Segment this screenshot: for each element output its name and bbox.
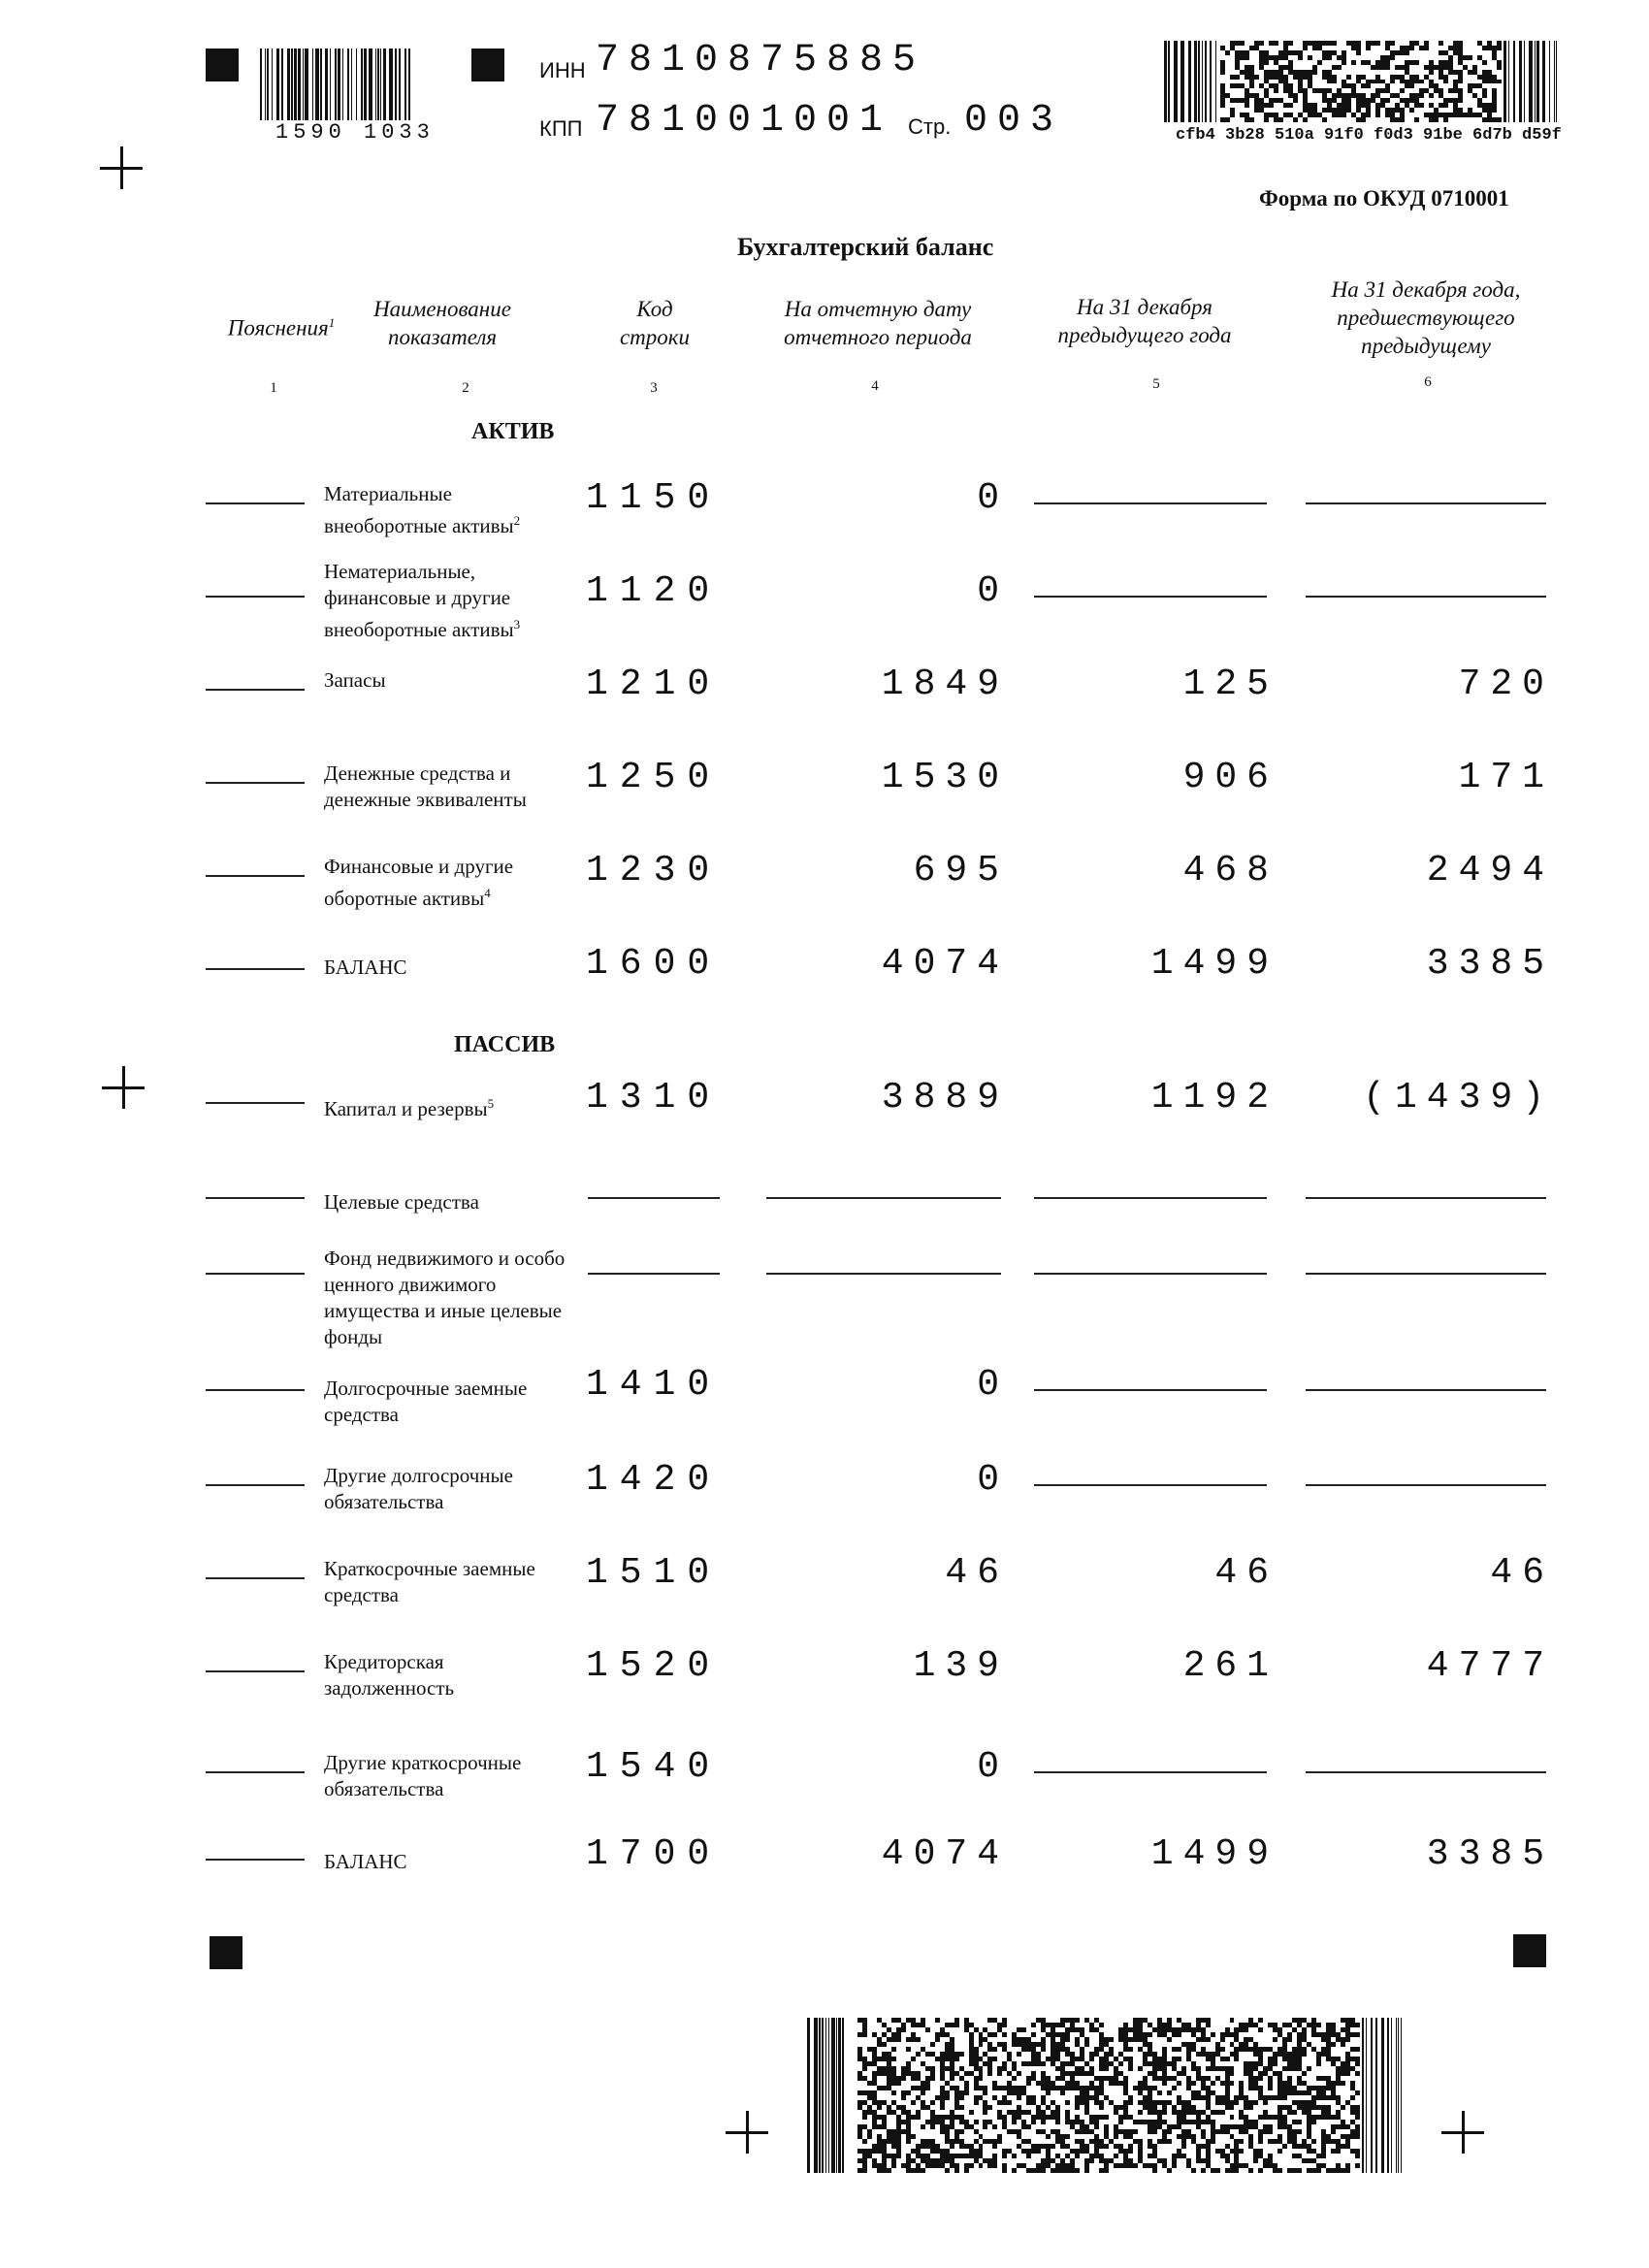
row-value-v3: 720 [1458,664,1554,705]
row-name-text: Целевые средства [324,1190,479,1214]
row-value-v1: 139 [913,1645,1009,1687]
row-name-text: Запасы [324,668,386,692]
column-header-code: Код строки [619,297,691,349]
value-empty-line [1034,1484,1267,1486]
value-empty-line [1306,596,1546,598]
row-name-text: Долгосрочные заемные средства [324,1377,528,1426]
value-empty-line [766,1273,1001,1275]
row-name [324,955,576,981]
notes-empty-line [206,1771,305,1773]
row-code: 1410 [586,1364,722,1406]
inn-label: ИНН [539,58,586,82]
row-value-v3: 46 [1490,1552,1554,1594]
page-label: Стр. [908,114,952,139]
barcode-number: 1590 1033 [275,120,435,145]
row-name-text: БАЛАНС [324,1850,407,1873]
notes-empty-line [206,502,305,504]
kpp-label: КПП [539,116,583,141]
row-value-v3: 3385 [1426,1833,1554,1875]
kpp-value: 781001001 [596,99,893,143]
notes-empty-line [206,1389,305,1391]
row-code: 1700 [586,1833,722,1875]
code-empty-line [588,1197,720,1199]
row-name-text: Финансовые и другие оборотные активы [324,855,514,910]
row-name-text: Денежные средства и денежные эквиваленты [324,761,527,811]
column-header-prev-prev-year: На 31 декабря года, предшествующего предыдущему [1331,277,1521,358]
hash-text: cfb4 3b28 510a 91f0 f0d3 91be 6d7b d59f [1176,126,1562,145]
barcode [1504,41,1568,122]
notes-empty-line [206,1577,305,1579]
column-number: 5 [1152,376,1160,392]
row-value-v2: 46 [1214,1552,1278,1594]
value-empty-line [1306,1197,1546,1199]
crosshair-mark [1441,2111,1484,2154]
barcode [1362,2018,1408,2173]
value-empty-line [1034,596,1267,598]
row-name-text: Краткосрочные заемные средства [324,1557,535,1606]
row-name-text: Нематериальные, финансовые и другие внеоборотные активы [324,560,514,641]
notes-empty-line [206,1484,305,1486]
notes-empty-line [206,875,305,877]
datamatrix-code [1220,41,1502,122]
notes-empty-line [206,689,305,691]
datamatrix-code [857,2018,1360,2173]
row-name [324,1246,576,1350]
column-number: 4 [871,378,879,394]
barcode [1164,41,1218,122]
column-number: 3 [650,380,658,396]
row-name [324,1649,576,1701]
column-number: 2 [462,380,469,396]
row-name [324,854,576,912]
row-name [324,1376,576,1428]
registration-mark [206,49,239,81]
code-empty-line [588,1273,720,1275]
crosshair-mark [726,2111,768,2154]
value-empty-line [1306,502,1546,504]
notes-empty-line [206,968,305,970]
row-name [324,667,576,694]
row-value-v2: 1499 [1150,943,1278,985]
notes-empty-line [206,1102,305,1104]
page-value: 003 [964,99,1064,143]
value-empty-line [1306,1389,1546,1391]
row-name-text: Другие краткосрочные обязательства [324,1751,522,1800]
row-name [324,1090,576,1122]
row-name-text: Другие долгосрочные обязательства [324,1464,513,1513]
row-value-v2: 1192 [1150,1077,1278,1118]
row-value-v3: 2494 [1426,850,1554,891]
row-name [324,481,576,539]
row-code: 1420 [586,1459,722,1501]
row-name [324,761,576,813]
barcode [260,49,436,120]
value-empty-line [1306,1273,1546,1275]
row-value-v1: 0 [977,477,1009,519]
row-code: 1230 [586,850,722,891]
form-code: Форма по ОКУД 0710001 [1259,186,1509,211]
column-header-name: Наименование показателя [373,297,511,349]
row-value-v2: 261 [1182,1645,1278,1687]
row-value-v2: 125 [1182,664,1278,705]
value-empty-line [1034,1771,1267,1773]
notes-empty-line [206,1670,305,1672]
row-value-v1: 46 [945,1552,1009,1594]
column-header-prev-year: На 31 декабря предыдущего года [1057,295,1232,347]
footnote-ref: 4 [484,886,491,900]
registration-mark [471,49,504,81]
row-code: 1210 [586,664,722,705]
row-value-v3: (1439) [1363,1077,1554,1118]
notes-empty-line [206,1273,305,1275]
row-value-v2: 906 [1182,757,1278,798]
registration-mark [210,1936,242,1969]
row-name-text: Капитал и резервы [324,1097,488,1120]
row-value-v1: 1849 [881,664,1009,705]
row-value-v1: 1530 [881,757,1009,798]
footnote-ref: 2 [513,513,521,528]
value-empty-line [1034,1197,1267,1199]
crosshair-mark [102,1066,145,1109]
section-assets: АКТИВ [471,419,555,444]
notes-empty-line [206,1197,305,1199]
value-empty-line [1034,1273,1267,1275]
row-name [324,1556,576,1608]
row-value-v1: 4074 [881,943,1009,985]
row-name-text: БАЛАНС [324,956,407,979]
row-value-v1: 0 [977,1364,1009,1406]
value-empty-line [1306,1484,1546,1486]
row-name [324,559,576,643]
row-value-v2: 468 [1182,850,1278,891]
column-header-current: На отчетную дату отчетного периода [784,297,972,349]
barcode [807,2018,856,2173]
row-code: 1250 [586,757,722,798]
column-header-notes: Пояснения$^1$ [227,315,336,340]
notes-empty-line [206,596,305,598]
section-liabilities: ПАССИВ [454,1032,556,1057]
row-code: 1600 [586,943,722,985]
value-empty-line [1034,1389,1267,1391]
page-title: Бухгалтерский баланс [737,233,994,261]
row-name-text: Кредиторская задолженность [324,1650,455,1700]
notes-empty-line [206,782,305,784]
row-value-v1: 4074 [881,1833,1009,1875]
footnote-ref: 3 [513,617,521,632]
row-name [324,1750,576,1802]
row-value-v2: 1499 [1150,1833,1278,1875]
crosshair-mark [100,146,143,189]
row-value-v3: 171 [1458,757,1554,798]
notes-empty-line [206,1859,305,1861]
row-value-v1: 3889 [881,1077,1009,1118]
row-value-v1: 0 [977,1746,1009,1788]
row-name-text: Материальные внеоборотные активы [324,482,514,537]
row-value-v3: 4777 [1426,1645,1554,1687]
row-name [324,1189,576,1215]
row-name [324,1463,576,1515]
footnote-ref: 5 [487,1096,495,1111]
row-value-v3: 3385 [1426,943,1554,985]
row-value-v1: 695 [913,850,1009,891]
row-code: 1510 [586,1552,722,1594]
inn-value: 7810875885 [596,39,926,82]
row-code: 1520 [586,1645,722,1687]
row-code: 1540 [586,1746,722,1788]
row-code: 1150 [586,477,722,519]
value-empty-line [1306,1771,1546,1773]
row-code: 1310 [586,1077,722,1118]
value-empty-line [766,1197,1001,1199]
row-name [324,1849,576,1875]
registration-mark [1513,1934,1546,1967]
row-name-text: Фонд недвижимого и особо ценного движимого имущества и иные целевые фонды [324,1247,566,1348]
row-code: 1120 [586,570,722,612]
row-value-v1: 0 [977,570,1009,612]
column-number: 6 [1424,374,1432,390]
column-number: 1 [270,380,277,396]
value-empty-line [1034,502,1267,504]
row-value-v1: 0 [977,1459,1009,1501]
